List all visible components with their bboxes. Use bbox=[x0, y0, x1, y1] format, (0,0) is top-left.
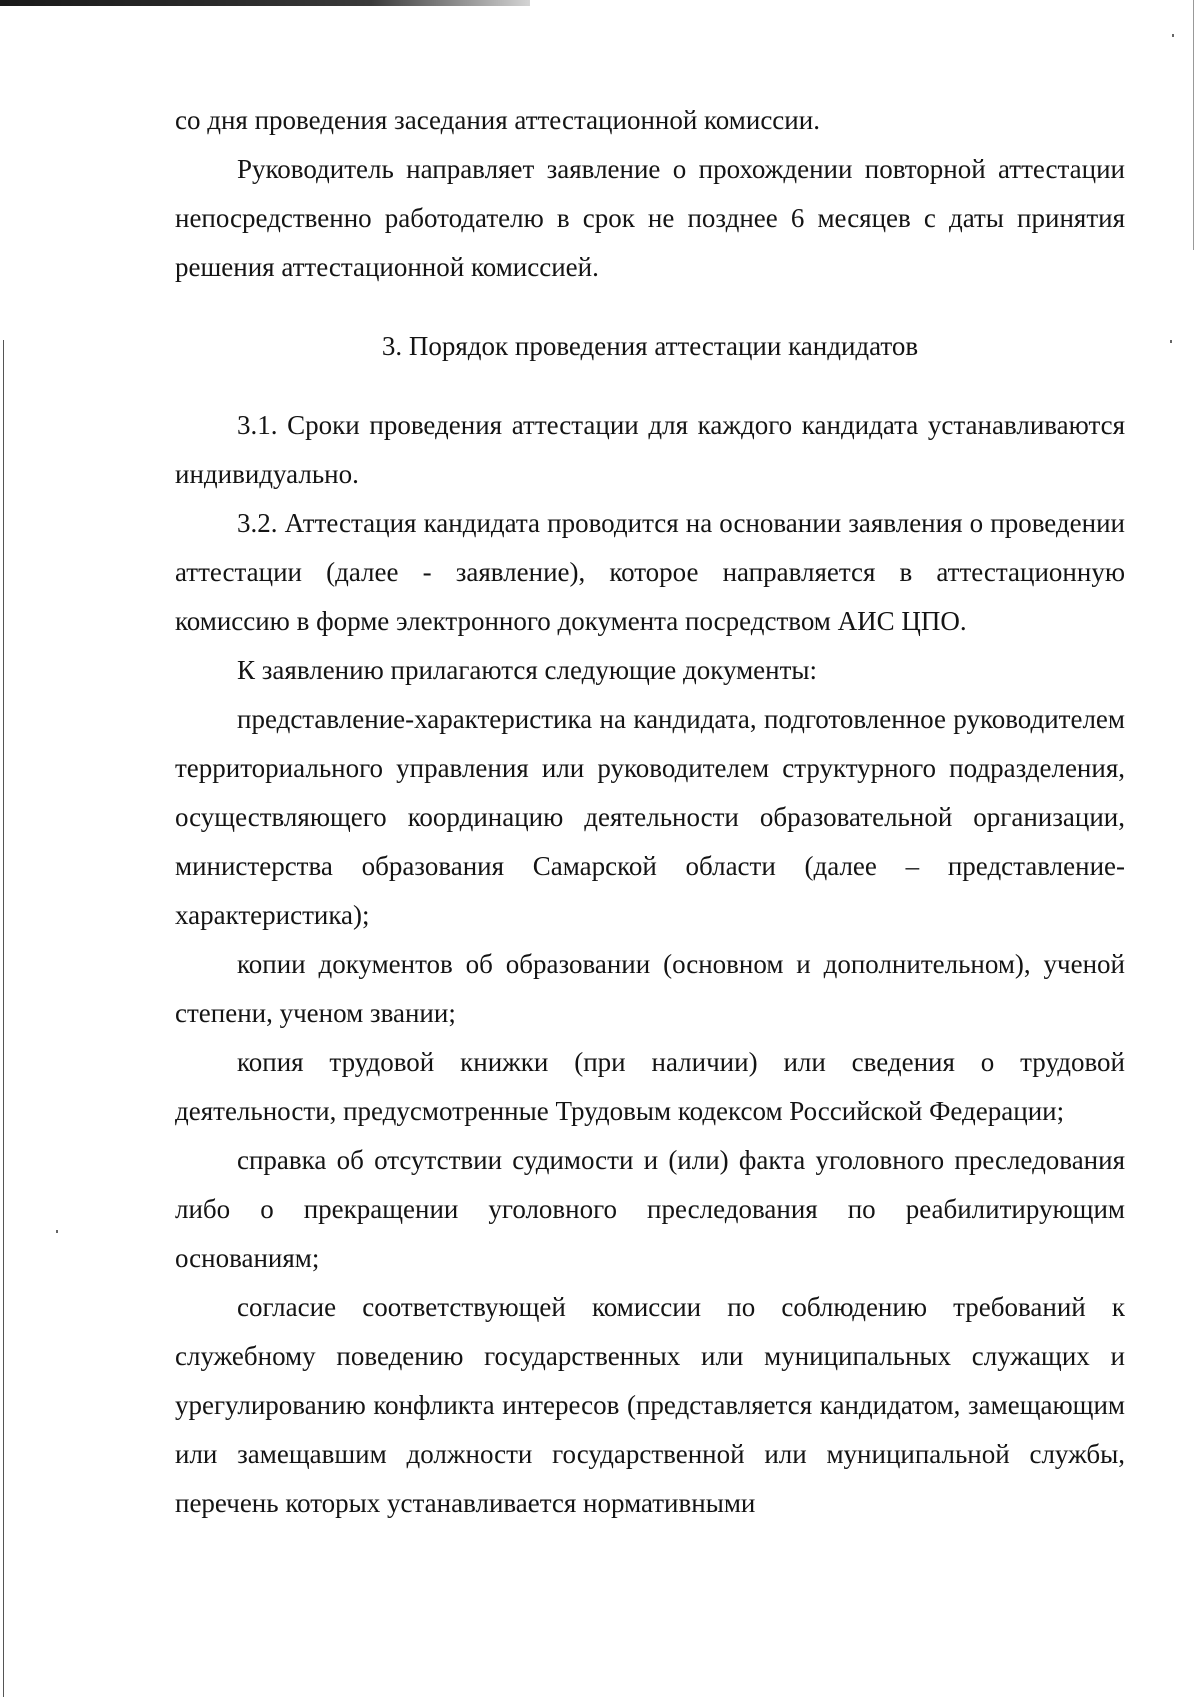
paragraph-attachments-intro: К заявлению прилагаются следующие документы: bbox=[237, 655, 818, 685]
scan-artifact-left-edge bbox=[3, 340, 4, 1697]
list-item: копии документов об образовании (основном и дополнительном), ученой степени, ученом звании; bbox=[175, 949, 1125, 1028]
scan-artifact-top-bar bbox=[0, 0, 530, 6]
document-page bbox=[175, 96, 1125, 1528]
paragraph: со дня проведения заседания аттестационной комиссии. bbox=[175, 105, 820, 135]
list-item: справка об отсутствии судимости и (или) факта уголовного преследования либо о прекращении уголовного преследования по реабилитирующим основаниям; bbox=[175, 1145, 1125, 1273]
paragraph-3-1: 3.1. Сроки проведения аттестации для каждого кандидата устанавливаются индивидуально. bbox=[175, 410, 1125, 489]
list-item: копия трудовой книжки (при наличии) или сведения о трудовой деятельности, предусмотренные Трудовым кодексом Российской Федерации; bbox=[175, 1047, 1125, 1126]
section-heading: 3. Порядок проведения аттестации кандидатов bbox=[381, 331, 919, 361]
list-item: согласие соответствующей комиссии по соблюдению требований к служебному поведению государственных или муниципальных служащих и урегулированию конфликта интересов (представляется кандидатом, замещающим или замещавшим должности государственной или муниципальной службы, перечень которых устанавливается нормативными bbox=[175, 1292, 1125, 1518]
scan-speck bbox=[56, 1230, 58, 1233]
paragraph: Руководитель направляет заявление о прохождении повторной аттестации непосредственно работодателю в срок не позднее 6 месяцев с даты принятия решения аттестационной комиссией. bbox=[175, 154, 1125, 282]
scan-artifact-right-edge bbox=[1193, 0, 1194, 250]
scan-speck bbox=[1172, 34, 1174, 37]
paragraph-3-2: 3.2. Аттестация кандидата проводится на основании заявления о проведении аттестации (далее - заявление), которое направляется в аттестационную комиссию в форме электронного документа посредством АИС ЦПО. bbox=[175, 508, 1125, 636]
list-item: представление-характеристика на кандидата, подготовленное руководителем территориального управления или руководителем структурного подразделения, осуществляющего координацию деятельности образовательной организации, министерства образования Самарской области (далее – представление-характеристика); bbox=[175, 704, 1125, 930]
scan-speck bbox=[1170, 340, 1172, 343]
